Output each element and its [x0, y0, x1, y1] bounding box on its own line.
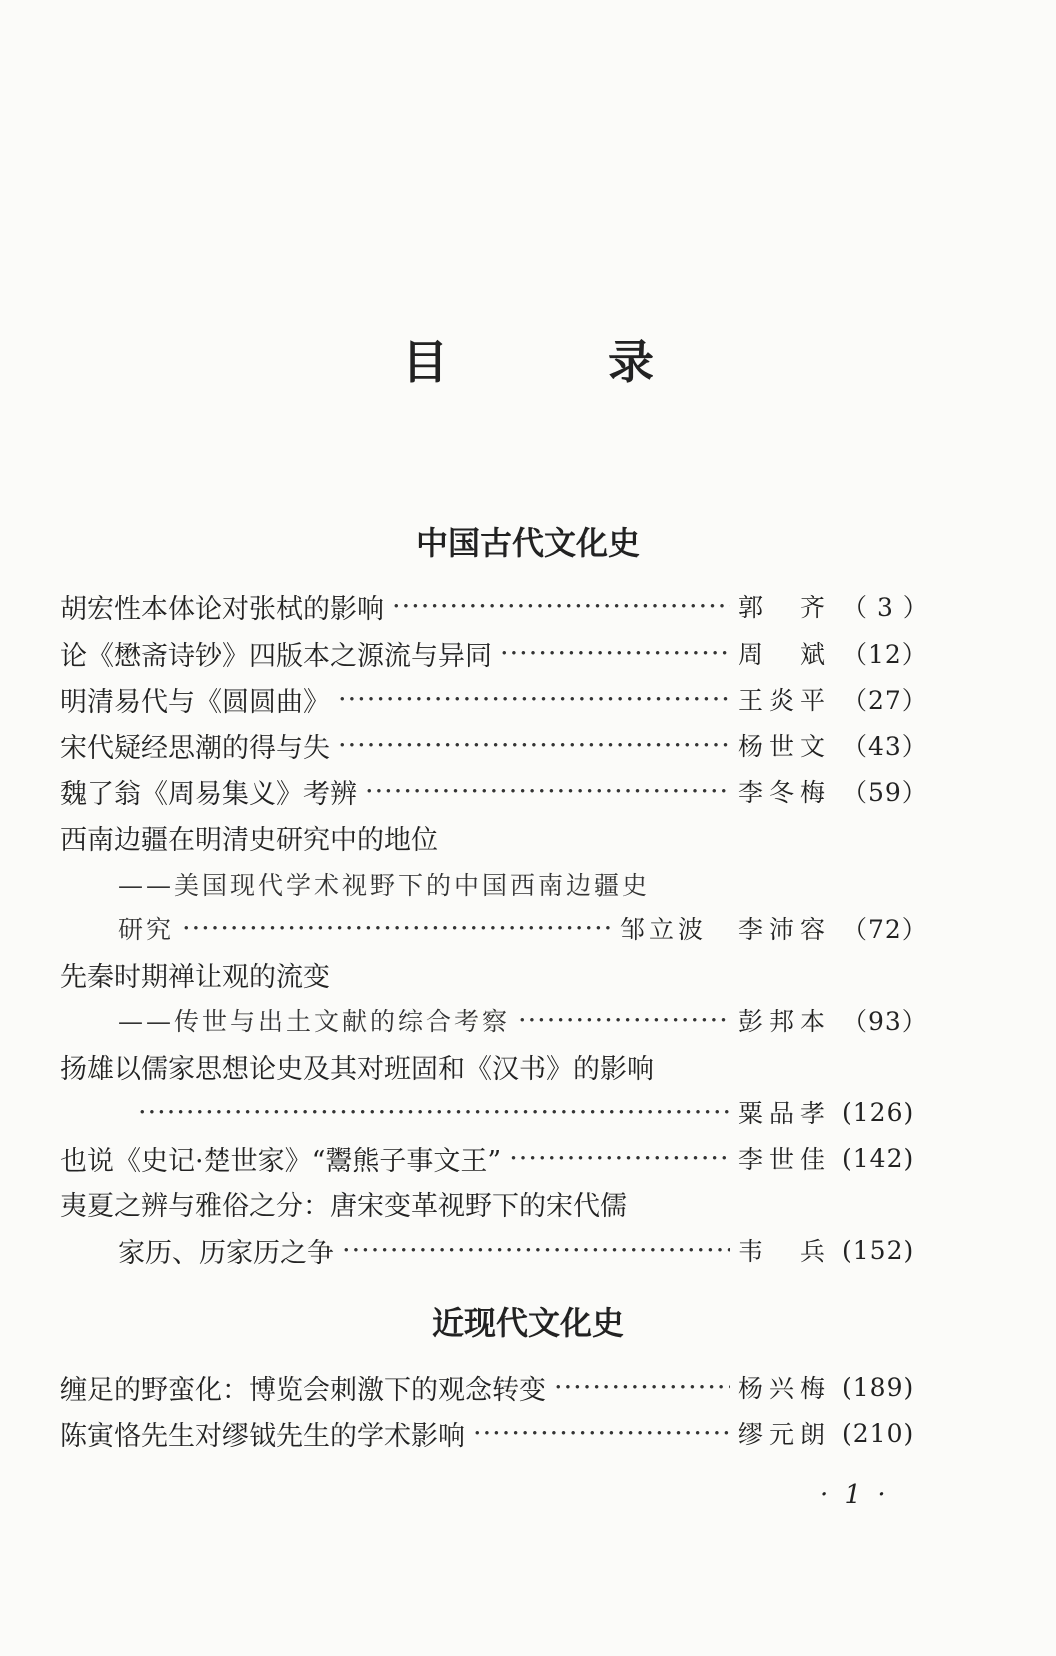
entry-page: （27）	[842, 686, 928, 715]
leader-dots	[182, 913, 612, 944]
leader-dots	[365, 776, 730, 807]
entry-title[interactable]: 夷夏之辨与雅俗之分：唐宋变革视野下的宋代儒	[60, 1191, 627, 1222]
entry-author: 韦 兵	[738, 1237, 832, 1266]
page-number: · 1 ·	[820, 1480, 890, 1510]
entry-page: (126)	[842, 1097, 915, 1127]
leader-dots	[338, 730, 730, 761]
leader-dots	[518, 1005, 730, 1036]
entry-title: 论《懋斋诗钞》四版本之源流与异同	[60, 640, 492, 672]
leader-dots	[338, 684, 730, 715]
entry-page: （59）	[842, 778, 928, 807]
page-title: 目 录	[401, 335, 726, 389]
entry-author: 李冬梅	[738, 778, 832, 807]
toc-entry[interactable]	[138, 1092, 915, 1132]
leader-dots	[473, 1418, 730, 1449]
toc-entry[interactable]	[60, 586, 929, 626]
toc-entry[interactable]	[60, 725, 928, 765]
toc-entry[interactable]	[60, 1413, 915, 1453]
entry-page: （12）	[842, 640, 928, 669]
entry-page: （93）	[842, 1007, 928, 1036]
entry-page: (152)	[842, 1235, 915, 1265]
entry-title: 缠足的野蛮化：博览会刺激下的观念转变	[60, 1374, 546, 1406]
entry-author: 杨兴梅	[738, 1374, 832, 1403]
toc-entry[interactable]	[60, 679, 928, 719]
entry-subtitle: ——传世与出土文献的综合考察	[118, 1007, 511, 1036]
entry-author: 缪元朗	[738, 1420, 832, 1449]
leader-dots	[342, 1235, 730, 1266]
entry-page: (142)	[842, 1143, 915, 1173]
entry-author: 李世佳	[738, 1145, 832, 1174]
entry-page: (189)	[842, 1372, 915, 1402]
entry-title[interactable]: 先秦时期禅让观的流变	[60, 962, 330, 993]
entry-title[interactable]: 西南边疆在明清史研究中的地位	[60, 825, 438, 856]
toc-entry[interactable]	[60, 771, 928, 811]
entry-page: (210)	[842, 1418, 915, 1448]
entry-page: （72）	[842, 915, 928, 944]
entry-title: 宋代疑经思潮的得与失	[60, 732, 330, 764]
toc-entry[interactable]	[60, 633, 928, 673]
entry-title: 陈寅恪先生对缪钺先生的学术影响	[60, 1420, 465, 1452]
entry-author: 周 斌	[738, 640, 832, 669]
entry-title: 明清易代与《圆圆曲》	[60, 686, 330, 718]
entry-subtitle: 研究	[118, 915, 175, 944]
section-heading-ancient: 中国古代文化史	[415, 524, 640, 562]
entry-page: （43）	[842, 732, 928, 761]
section-heading-modern: 近现代文化史	[431, 1304, 624, 1342]
leader-dots	[392, 591, 730, 622]
leader-dots	[509, 1143, 730, 1174]
entry-title: 魏了翁《周易集义》考辨	[60, 778, 357, 810]
toc-entry[interactable]	[118, 1000, 928, 1040]
entry-subtitle: ——美国现代学术视野下的中国西南边疆史	[118, 871, 651, 900]
entry-author: 彭邦本	[738, 1007, 832, 1036]
entry-author: 粟品孝	[738, 1099, 832, 1128]
entry-title-continued: 家历、历家历之争	[118, 1237, 334, 1269]
toc-entry[interactable]	[60, 1138, 915, 1178]
toc-entry[interactable]	[118, 908, 928, 948]
leader-dots	[138, 1097, 730, 1128]
entry-title: 也说《史记·楚世家》“鬻熊子事文王”	[60, 1145, 502, 1177]
toc-entry[interactable]	[60, 1367, 915, 1407]
entry-title[interactable]: 扬雄以儒家思想论史及其对班固和《汉书》的影响	[60, 1054, 654, 1085]
entry-title: 胡宏性本体论对张栻的影响	[60, 593, 384, 625]
entry-author: 王炎平	[738, 686, 832, 715]
entry-author: 杨世文	[738, 732, 832, 761]
toc-entry[interactable]	[118, 1230, 915, 1270]
leader-dots	[500, 638, 730, 669]
entry-page: （ 3 ）	[842, 593, 929, 622]
entry-coauthor: 邹立波	[620, 915, 708, 944]
entry-author: 李沛容	[738, 915, 832, 944]
leader-dots	[554, 1372, 730, 1403]
entry-author: 郭 齐	[738, 593, 832, 622]
